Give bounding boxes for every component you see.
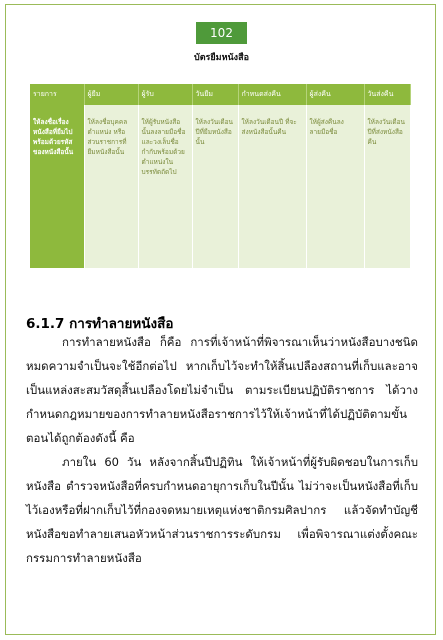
table-header-cell: รายการ (30, 84, 84, 105)
table-caption: บัตรยืมหนังสือ (194, 53, 249, 63)
table-header-cell: ผู้รับ (138, 84, 192, 105)
body-paragraph: การทำลายหนังสือ ก็คือ การที่เจ้าหน้าที่พิจารณาเห็นว่าหนังสือบางชนิดหมดความจำเป็นจะใช้อีกต่อไป หากเก็บไว้จะทำให้สิ้นเปลืองสถานที่เก็บและอาจเป็นแหล่งสะสมวัสดุสิ้นเปลืองโดยไม่จำเป็น ตามระเบียนปฏิบัติราชการ ได้วางกำหนดกฎหมายของการทำลายหนังสือราชการไว้ให้เจ้าหน้าที่ได้ปฏิบัติตามขั้นตอนได้ถูกต้องดังนี้ คือ (26, 335, 418, 445)
table-header-row (30, 84, 410, 105)
table-cell: ให้ลงวันเดือนปีที่ยืมหนังสือนั้น (192, 105, 238, 268)
table-cell: ให้ผู้รับหนังสือนั้นลงลายมือชื่อและวงเล็บชื่อกำกับพร้อมด้วยตำแหน่งในบรรทัดถัดไป (138, 105, 192, 268)
table-cell: ให้ผู้ส่งคืนลงลายมือชื่อ (306, 105, 364, 268)
borrow-card-table (30, 84, 411, 268)
table-cell: ให้ลงชื่อเรื่องหนังสือที่ยืมไปพร้อมด้วยรหัสของหนังสือนั้น (30, 105, 84, 268)
body-paragraph: ภายใน 60 วัน หลังจากสิ้นปีปฏิทิน ให้เจ้าหน้าที่ผู้รับผิดชอบในการเก็บหนังสือ ตำรวจหนังสือที่ครบกำหนดอายุการเก็บในปีนั้น ไม่ว่าจะเป็นหนังสือที่เก็บไว้เองหรือที่ฝากเก็บไว้ที่กองจดหมายเหตุแห่งชาติกรมศิลปากร แล้วจัดทำบัญชีหนังสือขอทำลายเสนอหัวหน้าส่วนราชการระดับกรม เพื่อพิจารณาแต่งตั้งคณะกรรมการทำลายหนังสือ (26, 455, 418, 565)
table-header-cell: กำหนดส่งคืน (238, 84, 306, 105)
table-cell: ให้ลงชื่อบุคคลตำแหน่ง หรือส่วนราชการที่ยืมหนังสือนั้น (84, 105, 138, 268)
table-cell: ให้ลงวันเดือน ปีที่ส่งหนังสือคืน (364, 105, 410, 268)
table-row (30, 105, 410, 268)
table-header-cell: ผู้ส่งคืน (306, 84, 364, 105)
table-header-cell: วันยืม (192, 84, 238, 105)
table-header-cell: ผู้ยืม (84, 84, 138, 105)
table-cell: ให้ลงวันเดือนปี ที่จะส่งหนังสือนั้นคืน (238, 105, 306, 268)
page-number: 102 (196, 22, 247, 44)
table-header-cell: วันส่งคืน (364, 84, 410, 105)
section-heading: 6.1.7 การทำลายหนังสือ (26, 316, 174, 332)
